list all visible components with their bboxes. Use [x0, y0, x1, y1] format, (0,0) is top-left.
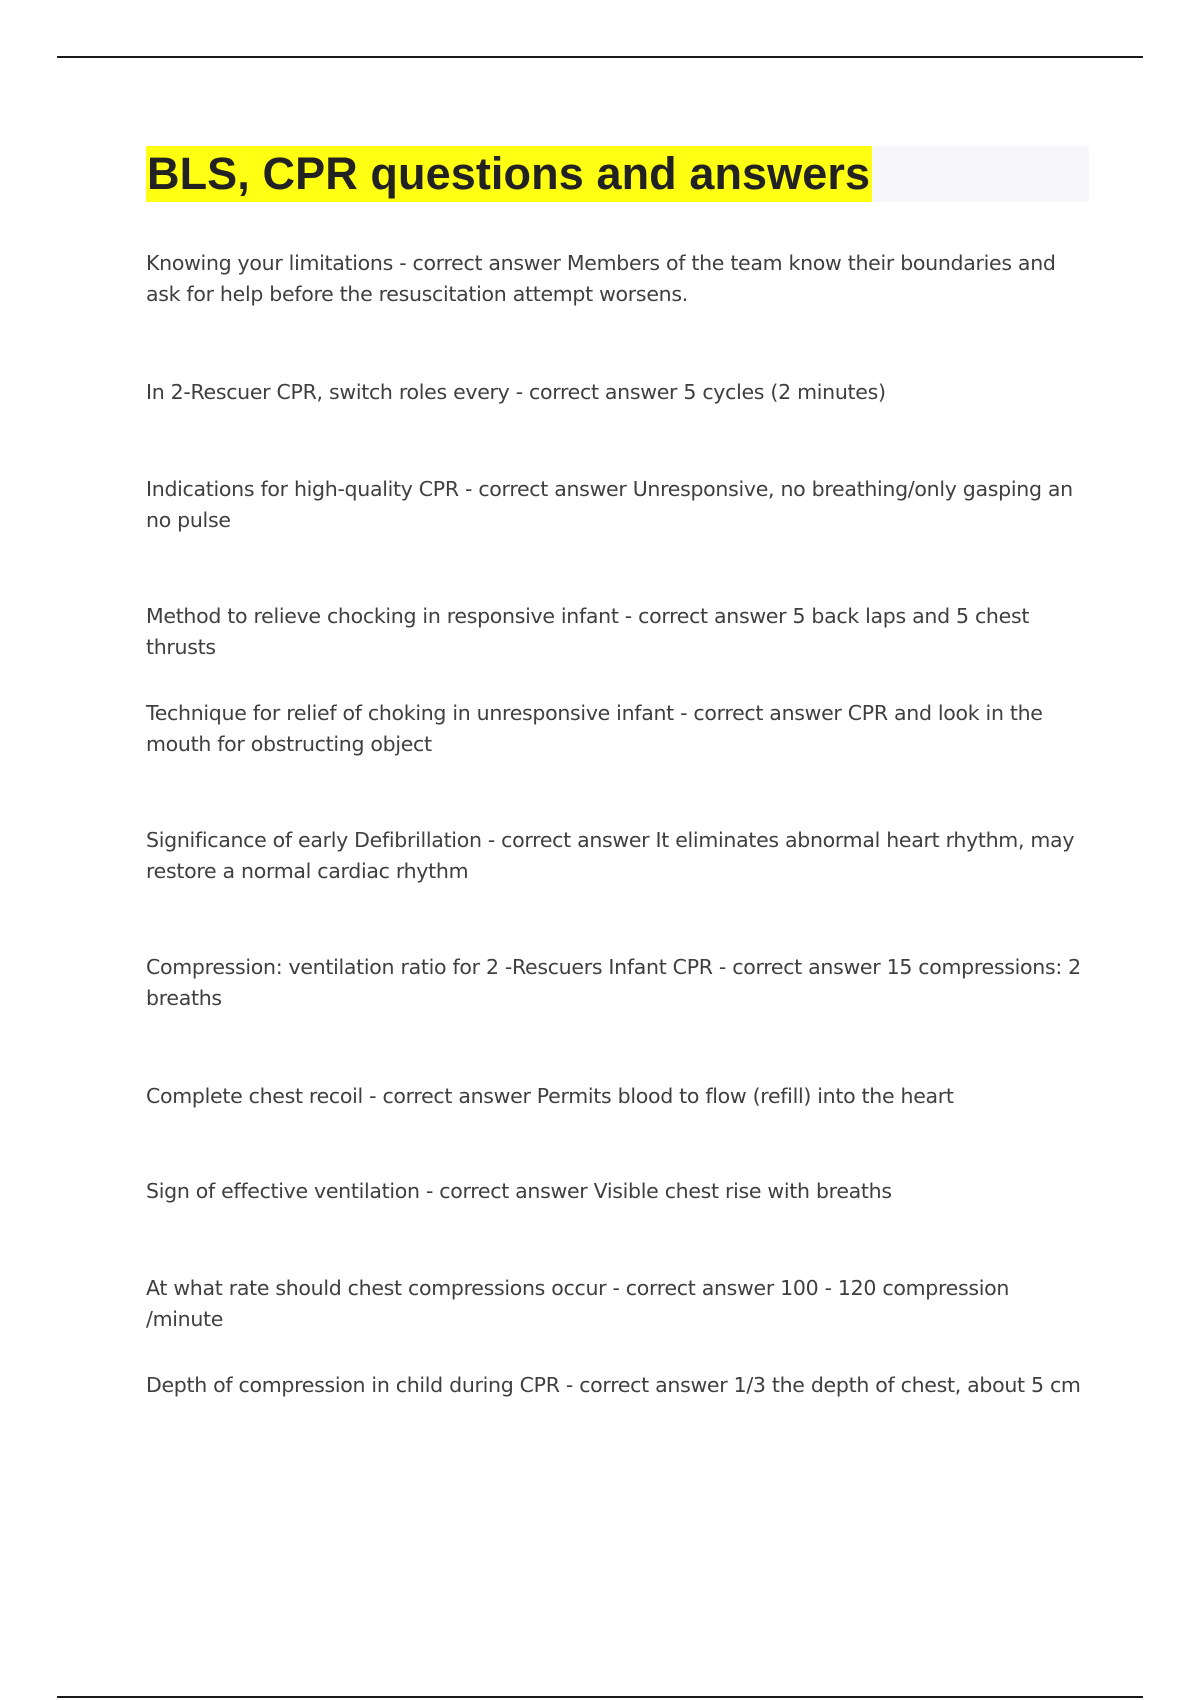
qa-item-4: Method to relieve chocking in responsive infant - correct answer 5 back laps and 5 chest thrusts	[146, 604, 1030, 659]
document-title: BLS, CPR questions and answers	[146, 146, 872, 202]
qa-item-11: Depth of compression in child during CPR - correct answer 1/3 the depth of chest, about 5 cm	[146, 1373, 1081, 1397]
qa-item-10: At what rate should chest compressions occur - correct answer 100 - 120 compression /minute	[146, 1276, 1010, 1331]
qa-item-6: Significance of early Defibrillation - correct answer It eliminates abnormal heart rhythm, may restore a normal cardiac rhythm	[146, 828, 1075, 883]
qa-item-1: Knowing your limitations - correct answer Members of the team know their boundaries and ask for help before the resuscitation attempt worsens.	[146, 251, 1056, 306]
qa-item-5: Technique for relief of choking in unresponsive infant - correct answer CPR and look in the mouth for obstructing object	[146, 701, 1043, 756]
qa-item-7: Compression: ventilation ratio for 2 -Rescuers Infant CPR - correct answer 15 compressions: 2 breaths	[146, 955, 1081, 1010]
qa-item-3: Indications for high-quality CPR - correct answer Unresponsive, no breathing/only gasping an no pulse	[146, 477, 1073, 532]
qa-item-8: Complete chest recoil - correct answer Permits blood to flow (refill) into the heart	[146, 1084, 954, 1108]
top-divider	[57, 56, 1143, 58]
qa-item-9: Sign of effective ventilation - correct answer Visible chest rise with breaths	[146, 1179, 892, 1203]
title-block	[146, 146, 1089, 202]
bottom-divider	[57, 1696, 1143, 1698]
qa-item-2: In 2-Rescuer CPR, switch roles every - correct answer 5 cycles (2 minutes)	[146, 380, 886, 404]
